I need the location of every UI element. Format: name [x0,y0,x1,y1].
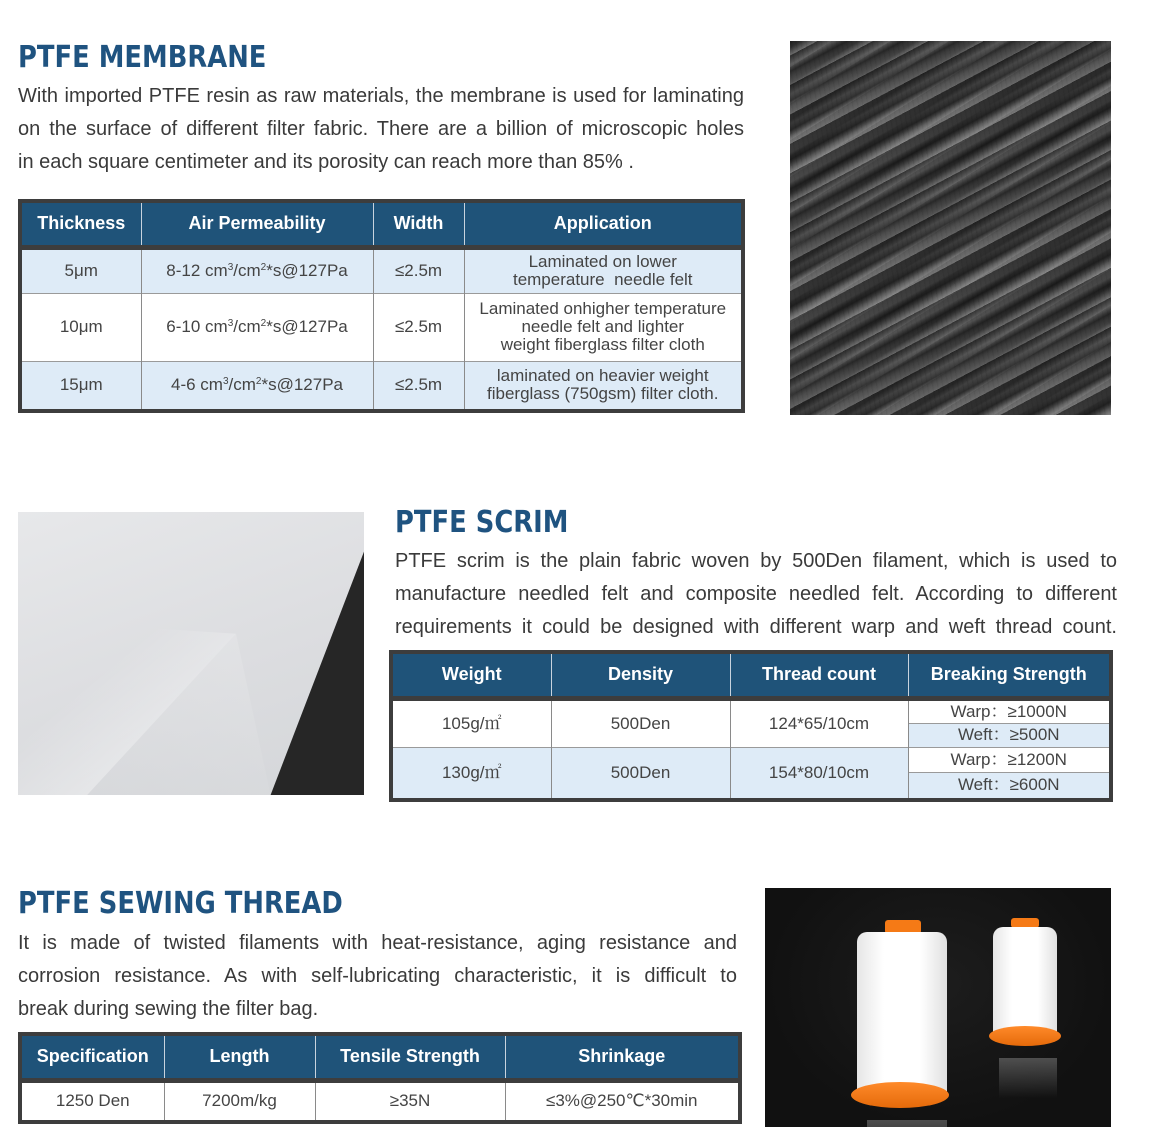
table-row [391,747,1111,800]
scrim-table-header [391,652,1111,698]
scrim-title: PTFE SCRIM [395,505,569,540]
cell-application: Laminated onhigher temperature needle felt and lighter weight fiberglass filter cloth [464,293,743,361]
thread-desc-line-2: corrosion resistance. As with self-lubricating characteristic, it is difficult to [18,965,737,987]
table-row [20,247,743,293]
cell-air-permeability: 8-12 $cm^3/cm^2*s@127Pa$ [141,247,373,293]
membrane-desc-line-1: With imported PTFE resin as raw materials, the membrane is used for laminating [18,85,744,107]
col-header-thread-count: Thread count [730,652,908,698]
scrim-image [18,512,364,795]
membrane-table-header [20,201,743,247]
cell-air-permeability: 4-6 $cm^3/cm^2*s@127Pa$ [141,361,373,411]
cell-width: ≤2.5m [373,293,464,361]
scrim-spec-table [389,650,1113,802]
membrane-image [790,41,1111,415]
membrane-title: PTFE MEMBRANE [18,40,267,75]
col-header-breaking-strength: Breaking Strength [908,652,1111,698]
table-row [20,293,743,361]
cell-width: ≤2.5m [373,247,464,293]
cell-shrinkage: ≤3%@250℃*30min [505,1080,740,1122]
warp-strength: Warp：≥1200N [909,748,1110,773]
cell-tensile-strength: ≥35N [315,1080,505,1122]
cell-weight: 105g/㎡ [391,698,551,747]
table-row [20,1080,740,1122]
scrim-description [395,545,1117,644]
col-header-width: Width [373,201,464,247]
thread-spec-table [18,1032,742,1124]
cell-thickness: 5μm [20,247,141,293]
col-header-air-permeability: Air Permeability [141,201,373,247]
col-header-weight: Weight [391,652,551,698]
thread-desc-line-1: It is made of twisted filaments with heat-resistance, aging resistance and [18,932,737,954]
cell-application: laminated on heavier weight fiberglass (750gsm) filter cloth. [464,361,743,411]
thread-title: PTFE SEWING THREAD [18,886,343,921]
cell-length: 7200m/kg [164,1080,315,1122]
cell-application: Laminated on lower temperature needle felt [464,247,743,293]
cell-thread-count: 124*65/10cm [730,698,908,747]
cell-air-permeability: 6-10 $cm^3/cm^2*s@127Pa$ [141,293,373,361]
thread-image [765,888,1111,1127]
cell-width: ≤2.5m [373,361,464,411]
col-header-thickness: Thickness [20,201,141,247]
col-header-length: Length [164,1034,315,1080]
cell-thread-count: 154*80/10cm [730,747,908,800]
membrane-desc-line-2: on the surface of different filter fabric. There are a billion of microscopic holes [18,118,744,140]
col-header-shrinkage: Shrinkage [505,1034,740,1080]
cell-thickness: 10μm [20,293,141,361]
col-header-tensile-strength: Tensile Strength [315,1034,505,1080]
cell-weight: 130g/㎡ [391,747,551,800]
thread-table-header [20,1034,740,1080]
weft-strength: Weft：≥600N [909,772,1110,798]
thread-description [18,927,737,1026]
scrim-desc-line-1: PTFE scrim is the plain fabric woven by 500Den filament, which is used to [395,550,1117,572]
col-header-application: Application [464,201,743,247]
cell-breaking-strength [908,698,1111,747]
membrane-desc-line-3: in each square centimeter and its porosity can reach more than 85% . [18,151,634,173]
cell-specification: 1250 Den [20,1080,164,1122]
table-row [20,361,743,411]
scrim-desc-line-2: manufacture needled felt and composite needled felt. According to different [395,583,1117,605]
col-header-specification: Specification [20,1034,164,1080]
cell-thickness: 15μm [20,361,141,411]
thread-desc-line-3: break during sewing the filter bag. [18,998,319,1020]
cell-breaking-strength [908,747,1111,800]
weft-strength: Weft：≥500N [909,723,1110,747]
table-row [391,698,1111,747]
membrane-spec-table [18,199,745,413]
warp-strength: Warp：≥1000N [909,701,1110,724]
cell-density: 500Den [551,698,730,747]
membrane-description [18,80,744,179]
scrim-desc-line-3: requirements it could be designed with different warp and weft thread count. [395,616,1117,638]
col-header-density: Density [551,652,730,698]
cell-density: 500Den [551,747,730,800]
